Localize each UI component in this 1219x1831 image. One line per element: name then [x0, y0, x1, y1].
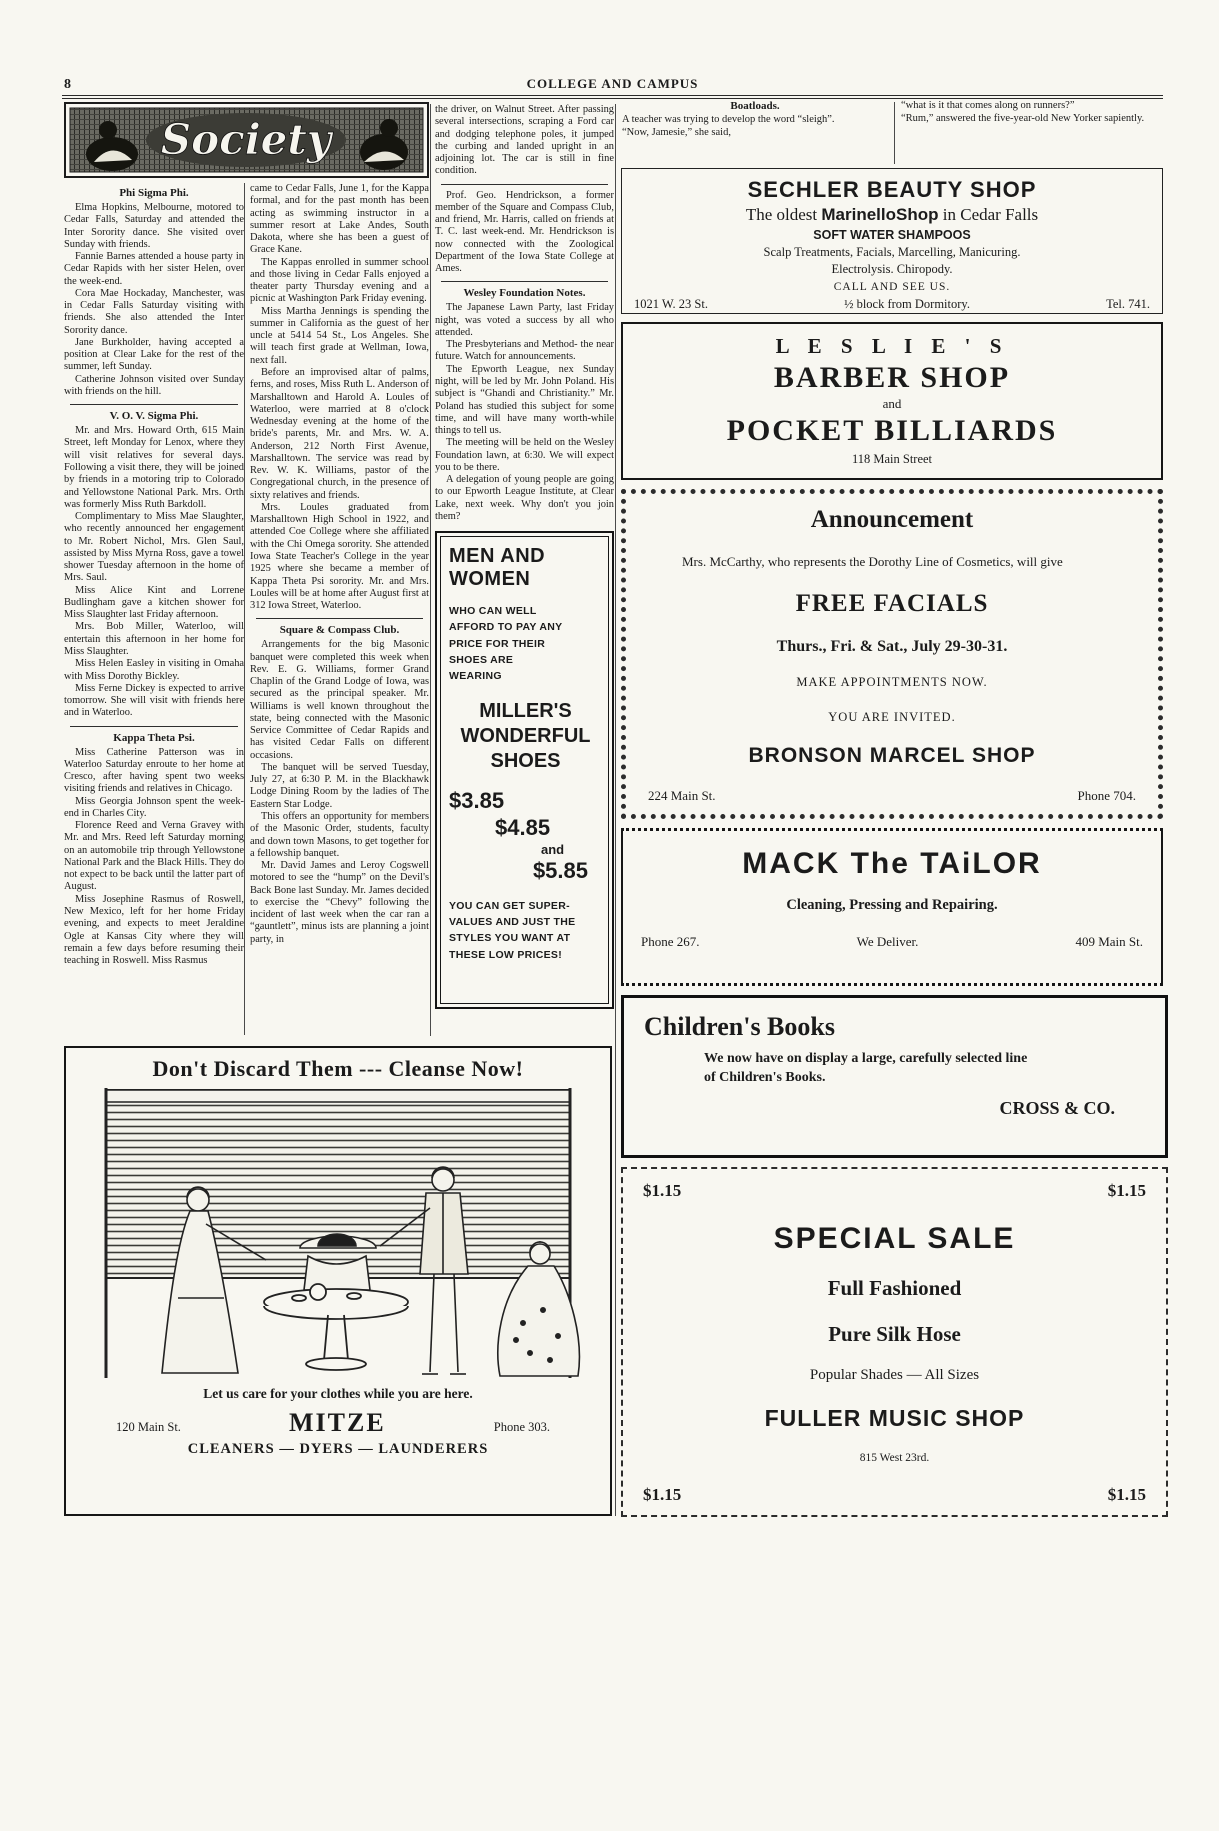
- paragraph: Arrangements for the big Masonic banquet were completed this week when Rev. E. G. Williams, former Grand Chaplin of the Grand Lodge of Iowa, was secured as the principal speaker. Mr. Williams is well known throughout the state, being connected with the Masonic Service Committee of Cedar Rapids and has visited Cedar Falls on different occasions.: [250, 639, 429, 761]
- page-number: 8: [64, 77, 71, 92]
- paragraph: Miss Catherine Patterson was in Waterloo Saturday enroute to her home at Cresco, after having spent two weeks visiting friends and relatives in Chicago.: [64, 746, 244, 795]
- ad-headline: SPECIAL SALE: [773, 1221, 1016, 1255]
- paragraph: Mr. David James and Leroy Cogswell motored to see the “hump” on the Devil's Back Bone last Sunday. Mr. James decided to exercise the “Chevy” following the incident of last week when the car ran a “gauntlett”, minus ists are planning a joint party, in: [250, 860, 429, 945]
- special-sale-ad: [621, 1167, 1168, 1517]
- ad-title: SECHLER BEAUTY SHOP: [747, 177, 1037, 202]
- paragraph: A delegation of young people are going to our Epworth League Institute, at Clear Lake, next week. Why don't you join them?: [435, 474, 614, 522]
- page-header: [62, 76, 1163, 94]
- address: 1021 W. 23 St.: [634, 297, 708, 311]
- business-name: L E S L I E ' S: [775, 334, 1009, 358]
- ad-line: BARBER SHOP: [773, 361, 1011, 394]
- ad-body: We now have on display a large, carefully selected line of Children's Books.: [704, 1051, 1028, 1085]
- society-masthead: [64, 102, 429, 178]
- paragraph: Complimentary to Miss Mae Slaughter, who recently announced her engagement to Mr. Robert Nichol, Mrs. Glen Saul, assisted by Miss Myrna Ross, gave a towel shower Tuesday afternoon in the home of Mrs. Saul.: [64, 511, 244, 584]
- section-heading: Phi Sigma Phi.: [119, 187, 189, 199]
- ad-tagline: Let us care for your clothes while you are here.: [203, 1386, 473, 1401]
- business-name: MITZE: [289, 1408, 386, 1437]
- telephone: Phone 704.: [1077, 787, 1136, 803]
- paragraph: Mrs. Bob Miller, Waterloo, will entertain this afternoon in her home for Miss Slaughter.: [64, 621, 244, 657]
- price-row: [643, 1485, 1146, 1505]
- ad-title: Announcement: [810, 506, 974, 533]
- ad-footer-text: YOU CAN GET SUPER-VALUES AND JUST THE STYLES YOU WANT AT THESE LOW PRICES!: [449, 899, 576, 961]
- article-separator: [256, 618, 423, 619]
- paragraph: Elma Hopkins, Melbourne, motored to Cedar Falls, Saturday and attended the Inter Sorority dance. She visited over Sunday with friends.: [64, 201, 244, 250]
- brand-name: MILLER'S: [479, 699, 572, 722]
- article-separator: [70, 404, 238, 405]
- business-name: MACK The TAiLOR: [742, 847, 1042, 880]
- paragraph: Jane Burkholder, having accepted a position at Clear Lake for the rest of the summer, left Sunday.: [64, 336, 244, 373]
- ad-line: Full Fashioned: [827, 1276, 962, 1301]
- ad-line: Electrolysis. Chiropody.: [831, 262, 953, 276]
- ad-line: Pure Silk Hose: [828, 1321, 961, 1346]
- paragraph: Mr. and Mrs. Howard Orth, 615 Main Street, left Monday for Lenox, where they will visit relatives for several days. Following a visit there, they will be joined by friends in a motoring trip to Colorado and Yellowstone National Park. Mrs. Orth was formerly Miss Ruth Barkdoll.: [64, 425, 244, 510]
- ad-subtext: WHO CAN WELL AFFORD TO PAY ANY PRICE FOR THEIR SHOES ARE WEARING: [449, 605, 563, 683]
- leslies-barber-shop-ad: [621, 322, 1163, 480]
- column-rule: [430, 104, 431, 1036]
- ad-line: POCKET BILLIARDS: [726, 414, 1058, 447]
- text: in Cedar Falls: [938, 205, 1039, 224]
- society-masthead-title: Society: [160, 115, 332, 164]
- ad-line: CALL AND SEE US.: [833, 281, 951, 293]
- paragraph: The Japanese Lawn Party, last Friday night, was voted a success by all who attended.: [435, 302, 614, 338]
- paragraph: Miss Georgia Johnson spent the week-end in Charles City.: [64, 795, 244, 819]
- price: $1.15: [1107, 1181, 1146, 1200]
- paragraph: Florence Reed and Verna Gravey with Mr. and Mrs. Reed left Saturday morning on an automobile trip through Yellowstone National Park and the Black Hills. They do not expect to be back until the latter part of August.: [64, 820, 244, 893]
- conjunction: and: [882, 396, 902, 411]
- paragraph: Miss Alice Kint and Lorrene Budlingham gave a kitchen shower for Miss Slaughter last Friday afternoon.: [64, 584, 244, 621]
- business-name: FULLER MUSIC SHOP: [764, 1404, 1025, 1431]
- column-rule: [894, 102, 895, 164]
- price: $5.85: [532, 857, 588, 883]
- paragraph: The Presbyterians and Method- the near future. Watch for announcements.: [435, 339, 614, 363]
- conjunction: and: [541, 842, 565, 858]
- ad-line: We Deliver.: [856, 934, 919, 949]
- section-heading: Square & Compass Club.: [279, 624, 400, 637]
- paragraph: Miss Helen Easley in visiting in Omaha with Miss Dorothy Bickley.: [64, 658, 244, 682]
- ad-body: Mrs. McCarthy, who represents the Dorothy Line of Cosmetics, will give: [682, 553, 1063, 569]
- childrens-books-ad: [621, 995, 1168, 1158]
- ad-footer: [66, 1408, 610, 1438]
- ad-footer: [634, 297, 1150, 312]
- ad-headline: Don't Discard Them --- Cleanse Now!: [152, 1056, 524, 1081]
- ad-headline: FREE FACIALS: [795, 590, 989, 618]
- news-column-3: [435, 104, 614, 1009]
- price: $1.15: [1107, 1484, 1146, 1504]
- business-name: CROSS & CO.: [999, 1097, 1115, 1118]
- millers-shoes-ad: [435, 531, 614, 1009]
- paragraph: The banquet will be served Tuesday, July 27, at 6:30 P. M. in the Blackhawk Lodge Dining Room by the ladies of The Eastern Star Lodge.: [250, 761, 429, 810]
- ad-line: Scalp Treatments, Facials, Marcelling, Manicuring.: [763, 245, 1021, 259]
- paragraph: the driver, on Walnut Street. After passing several intersections, scraping a Ford car and dodging telephone poles, it jumped the curbing and landed upright in an adjoining lot. The car is still in fine condition.: [435, 104, 614, 177]
- paragraph: The meeting will be held on the Wesley Foundation lawn, at 6:30. We will expect you to be there.: [435, 437, 614, 473]
- telephone: Phone 267.: [641, 934, 700, 949]
- ad-headline: WOMEN: [449, 568, 531, 591]
- price: $1.15: [643, 1484, 682, 1504]
- address: 118 Main Street: [851, 452, 933, 466]
- column-rule: [615, 104, 616, 1516]
- item-heading: Boatloads.: [730, 100, 780, 112]
- price: $3.85: [449, 787, 505, 813]
- header-rule: [62, 95, 1163, 99]
- news-column-1: [64, 183, 244, 967]
- publication-title: COLLEGE AND CAMPUS: [526, 76, 699, 91]
- paragraph: “Now, Jamesie,” she said,: [622, 126, 731, 138]
- tea-table: [264, 1284, 408, 1370]
- telephone: Phone 303.: [493, 1420, 550, 1434]
- ad-footer: [641, 934, 1143, 950]
- paragraph: Miss Ferne Dickey is expected to arrive tomorrow. She will visit with friends here and in Waterloo.: [64, 682, 244, 719]
- article-separator: [70, 726, 238, 727]
- section-heading: Wesley Foundation Notes.: [463, 287, 586, 300]
- section-heading: Kappa Theta Psi.: [113, 731, 195, 744]
- paragraph: Before an improvised altar of palms, ferns, and roses, Miss Ruth L. Anderson of Marshalltown and Harold A. Loules of Waterloo, were married at 8 o'clock Wednesday evening at the home of the bride's parents, Mr. and Mrs. W. A. Anderson, 212 North First Avenue, Marshalltown. The service was read by Rev. W. K. Williams, pastor of the Congregational church, in the presence of sixty relatives and friends.: [250, 366, 429, 501]
- sechler-beauty-shop-ad: [621, 168, 1163, 314]
- society-masthead-art: [64, 102, 429, 178]
- ad-line: Popular Shades — All Sizes: [809, 1367, 980, 1384]
- price: $4.85: [495, 815, 551, 841]
- ad-line: SOFT WATER SHAMPOOS: [813, 228, 971, 242]
- telephone: Tel. 741.: [1106, 297, 1150, 311]
- text: The oldest: [745, 205, 822, 224]
- dates: Thurs., Fri. & Sat., July 29-30-31.: [776, 637, 1008, 655]
- paragraph: Cora Mae Hockaday, Manchester, was in Cedar Falls Saturday visiting with friends. She also attended the Inter Sorority dance.: [64, 287, 244, 336]
- news-column-2: [250, 183, 429, 946]
- paragraph: Prof. Geo. Hendrickson, a former member of the Square and Compass Club, and friend, Mr. Harris, called on friends at T. C. last week-end. Mr. Hendrickson is now connected with the Zoological Department of the Iowa State College at Ames.: [435, 189, 614, 275]
- mitze-cleaners-ad: [64, 1046, 612, 1516]
- section-heading: V. O. V. Sigma Phi.: [109, 410, 199, 423]
- brand-name: SHOES: [490, 749, 561, 772]
- paragraph: A teacher was trying to develop the word “sleigh”.: [622, 114, 835, 126]
- ad-line: MAKE APPOINTMENTS NOW.: [796, 675, 988, 690]
- paragraph: This offers an opportunity for members of the Masonic Order, students, faculty and down town Masons, to get together for a fellowship banquet.: [250, 810, 429, 859]
- paragraph: “what is it that comes along on runners?”: [901, 100, 1075, 111]
- paragraph: The Kappas enrolled in summer school and those living in Cedar Falls enjoyed a theater party Thursday evening and a picnic at Washington Park Friday evening.: [250, 256, 429, 305]
- paragraph: “Rum,” answered the five-year-old New Yorker sapiently.: [901, 112, 1145, 124]
- price-row: [643, 1181, 1146, 1201]
- paragraph: Mrs. Loules graduated from Marshalltown High School in 1922, and attended Coe College where she affiliated with the Chi Omega sorority. She attended Iowa State Teacher's College in the year 1925 where she became a member of Kappa Theta Psi sorority. Mr. and Mrs. Loules will be at home after August first at 312 Iowa Street, Waterloo.: [250, 501, 429, 612]
- cleaners-illustration: [78, 1088, 598, 1380]
- paragraph: Catherine Johnson visited over Sunday with friends on the hill.: [64, 373, 244, 397]
- column-rule: [244, 183, 245, 1035]
- ad-line: [634, 205, 1150, 225]
- brand-name: MarinelloShop: [821, 205, 939, 224]
- location-note: ½ block from Dormitory.: [844, 297, 970, 311]
- boatloads-item: [622, 100, 888, 139]
- mack-tailor-ad: [621, 828, 1163, 986]
- paragraph: came to Cedar Falls, June 1, for the Kappa formal, and for the past month has been acting as swimming instructor in a summer resort at Lake Andes, South Dakota, where she has been a guest of Grace Kane.: [250, 183, 429, 256]
- article-separator: [441, 184, 608, 185]
- joke-continuation: [901, 100, 1162, 125]
- business-name: BRONSON MARCEL SHOP: [748, 744, 1036, 768]
- paragraph: Fannie Barnes attended a house party in Cedar Rapids with her sister Helen, over the week-end.: [64, 251, 244, 287]
- paragraph: Miss Josephine Rasmus of Roswell, New Mexico, left for her home Friday evening, and expects to meet Jeraldine Ogle at Kansas City where they will remain a few days before resuming their teaching in Roswell. Miss Rasmus: [64, 893, 244, 967]
- ad-line: YOU ARE INVITED.: [828, 709, 956, 724]
- address: 409 Main St.: [1075, 934, 1143, 949]
- ad-headline: MEN AND: [449, 545, 546, 568]
- address: 815 West 23rd.: [859, 1452, 930, 1465]
- ad-footer: [648, 788, 1136, 804]
- address: 224 Main St.: [648, 787, 716, 803]
- address: 120 Main St.: [116, 1420, 181, 1434]
- ad-title: Children's Books: [644, 1012, 835, 1041]
- bronson-announcement-ad: [621, 489, 1163, 819]
- article-separator: [441, 281, 608, 282]
- price: $1.15: [643, 1181, 682, 1200]
- paragraph: Miss Martha Jennings is spending the summer in California as the guest of her uncle at 5414 54 St., Los Angeles. She will teach first grade at Wellman, Iowa, next fall.: [250, 305, 429, 366]
- ad-line: Cleaning, Pressing and Repairing.: [786, 897, 998, 913]
- paragraph: The Epworth League, nex Sunday night, will be led by Mr. John Poland. His subject is “Ghandi and Christianity.” Mr. Poland has studied this subject for some time, and will have many worth-while things to tell us.: [435, 363, 614, 437]
- brand-name: WONDERFUL: [460, 724, 591, 747]
- ad-services-line: CLEANERS — DYERS — LAUNDERERS: [187, 1441, 489, 1457]
